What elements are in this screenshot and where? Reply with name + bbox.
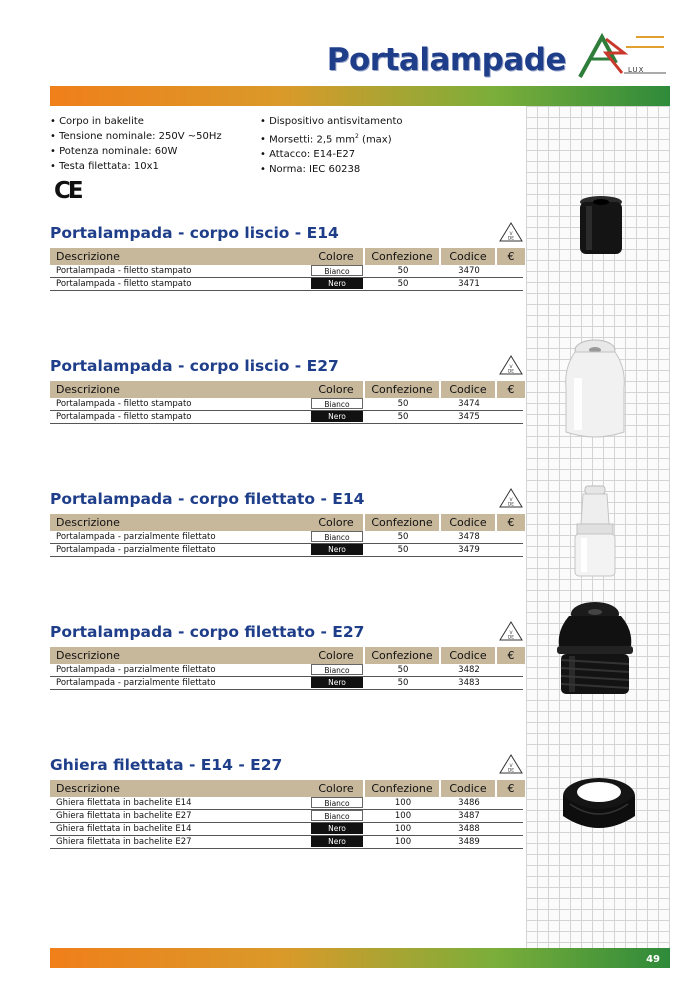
svg-text:V: V bbox=[509, 498, 513, 503]
cell-descrizione: Portalampada - filetto stampato bbox=[56, 412, 192, 422]
table-header bbox=[50, 780, 523, 797]
feature-column-right bbox=[260, 114, 520, 177]
section-title: Portalampada - corpo liscio - E14 bbox=[50, 224, 339, 242]
cell-colore bbox=[309, 797, 365, 810]
section-title: Portalampada - corpo filettato - E14 bbox=[50, 490, 365, 508]
cell-confezione: 50 bbox=[397, 412, 409, 422]
cell-euro bbox=[497, 664, 523, 677]
ce-mark-icon: CE bbox=[54, 178, 81, 204]
feature-item: • Testa filettata: 10x1 bbox=[50, 159, 260, 174]
header-confezione: Confezione bbox=[365, 248, 439, 265]
vde-mark-icon bbox=[499, 222, 523, 242]
cell-confezione: 100 bbox=[394, 837, 412, 847]
section-title: Ghiera filettata - E14 - E27 bbox=[50, 756, 283, 774]
cell-euro bbox=[497, 544, 523, 556]
logo-text: LUX bbox=[628, 66, 645, 74]
cell-confezione: 50 bbox=[397, 266, 409, 276]
feature-item: • Attacco: E14-E27 bbox=[260, 147, 520, 162]
color-swatch: Bianco bbox=[311, 664, 363, 675]
color-swatch: Nero bbox=[311, 544, 363, 555]
color-swatch: Bianco bbox=[311, 810, 363, 821]
cell-codice: 3471 bbox=[458, 279, 480, 289]
cell-colore bbox=[309, 531, 365, 544]
header-euro: € bbox=[497, 381, 525, 398]
section-title: Portalampada - corpo liscio - E27 bbox=[50, 357, 339, 375]
table-header bbox=[50, 248, 523, 265]
header-codice: Codice bbox=[441, 514, 495, 531]
cell-euro bbox=[497, 810, 523, 823]
cell-colore bbox=[309, 810, 365, 823]
header-confezione: Confezione bbox=[365, 647, 439, 664]
cell-colore bbox=[309, 398, 365, 411]
lampholder-e14-smooth-black-icon bbox=[576, 194, 626, 260]
table-row bbox=[50, 278, 523, 291]
product-section bbox=[50, 488, 523, 557]
morsetti-text: Morsetti: 2,5 mm bbox=[269, 134, 356, 146]
cell-colore bbox=[309, 265, 365, 278]
cell-confezione: 100 bbox=[394, 824, 412, 834]
cell-descrizione: Portalampada - parzialmente filettato bbox=[56, 545, 216, 555]
cell-colore bbox=[309, 664, 365, 677]
header-colore: Colore bbox=[309, 248, 363, 265]
svg-text:DE: DE bbox=[507, 369, 515, 375]
cell-euro bbox=[497, 398, 523, 411]
header-colore: Colore bbox=[309, 381, 363, 398]
cell-confezione: 50 bbox=[397, 665, 409, 675]
product-section bbox=[50, 754, 523, 849]
cell-descrizione: Portalampada - parzialmente filettato bbox=[56, 532, 216, 542]
feature-column-left bbox=[50, 114, 260, 177]
svg-text:DE: DE bbox=[507, 635, 515, 641]
cell-descrizione: Ghiera filettata in bachelite E14 bbox=[56, 798, 192, 808]
feature-item: • Tensione nominale: 250V ~50Hz bbox=[50, 129, 260, 144]
table-row bbox=[50, 664, 523, 677]
cell-codice: 3488 bbox=[458, 824, 480, 834]
header-codice: Codice bbox=[441, 647, 495, 664]
header-descrizione: Descrizione bbox=[50, 248, 309, 265]
cell-euro bbox=[497, 531, 523, 544]
color-swatch: Nero bbox=[311, 411, 363, 422]
cell-confezione: 50 bbox=[397, 545, 409, 555]
cell-descrizione: Portalampada - parzialmente filettato bbox=[56, 665, 216, 675]
table-row bbox=[50, 411, 523, 424]
cell-confezione: 50 bbox=[397, 399, 409, 409]
feature-item: • Potenza nominale: 60W bbox=[50, 144, 260, 159]
table-header bbox=[50, 514, 523, 531]
svg-text:DE: DE bbox=[507, 236, 515, 242]
table-row bbox=[50, 797, 523, 810]
table-row bbox=[50, 677, 523, 690]
cell-codice: 3482 bbox=[458, 665, 480, 675]
cell-colore bbox=[309, 823, 365, 835]
cell-codice: 3486 bbox=[458, 798, 480, 808]
header-euro: € bbox=[497, 514, 525, 531]
cell-colore bbox=[309, 411, 365, 423]
table-row bbox=[50, 531, 523, 544]
cell-codice: 3478 bbox=[458, 532, 480, 542]
table-row bbox=[50, 823, 523, 836]
cell-descrizione: Portalampada - filetto stampato bbox=[56, 266, 192, 276]
header-euro: € bbox=[497, 647, 525, 664]
feature-item: • Dispositivo antisvitamento bbox=[260, 114, 520, 129]
color-swatch: Nero bbox=[311, 823, 363, 834]
svg-text:V: V bbox=[509, 365, 513, 370]
cell-descrizione: Ghiera filettata in bachelite E27 bbox=[56, 811, 192, 821]
color-swatch: Bianco bbox=[311, 398, 363, 409]
vde-mark-icon bbox=[499, 355, 523, 375]
table-header bbox=[50, 381, 523, 398]
cell-euro bbox=[497, 677, 523, 689]
cell-confezione: 100 bbox=[394, 798, 412, 808]
header-euro: € bbox=[497, 248, 525, 265]
cell-euro bbox=[497, 797, 523, 810]
header-descrizione: Descrizione bbox=[50, 514, 309, 531]
table-row bbox=[50, 810, 523, 823]
cell-codice: 3474 bbox=[458, 399, 480, 409]
header-codice: Codice bbox=[441, 248, 495, 265]
cell-descrizione: Portalampada - filetto stampato bbox=[56, 399, 192, 409]
header-colore: Colore bbox=[309, 647, 363, 664]
color-swatch: Bianco bbox=[311, 265, 363, 276]
cell-colore bbox=[309, 278, 365, 290]
feature-item: • Norma: IEC 60238 bbox=[260, 162, 520, 177]
cell-colore bbox=[309, 836, 365, 848]
header-codice: Codice bbox=[441, 780, 495, 797]
header-descrizione: Descrizione bbox=[50, 780, 309, 797]
header-descrizione: Descrizione bbox=[50, 381, 309, 398]
cell-descrizione: Ghiera filettata in bachelite E27 bbox=[56, 837, 192, 847]
cell-codice: 3483 bbox=[458, 678, 480, 688]
page-number: 49 bbox=[646, 954, 660, 965]
bottom-band bbox=[50, 948, 670, 968]
arlux-logo-icon bbox=[576, 33, 668, 81]
feature-item-morsetti bbox=[260, 129, 520, 147]
morsetti-suffix: (max) bbox=[358, 134, 392, 146]
cell-confezione: 50 bbox=[397, 532, 409, 542]
cell-confezione: 50 bbox=[397, 279, 409, 289]
header-euro: € bbox=[497, 780, 525, 797]
section-title: Portalampada - corpo filettato - E27 bbox=[50, 623, 365, 641]
cell-descrizione: Portalampada - parzialmente filettato bbox=[56, 678, 216, 688]
vde-mark-icon bbox=[499, 488, 523, 508]
table-header bbox=[50, 647, 523, 664]
top-band bbox=[50, 86, 670, 106]
color-swatch: Bianco bbox=[311, 797, 363, 808]
cell-euro bbox=[497, 836, 523, 848]
table-row bbox=[50, 544, 523, 557]
cell-euro bbox=[497, 265, 523, 278]
cell-codice: 3479 bbox=[458, 545, 480, 555]
cell-euro bbox=[497, 823, 523, 835]
header-colore: Colore bbox=[309, 514, 363, 531]
vde-mark-icon bbox=[499, 621, 523, 641]
feature-item: • Corpo in bakelite bbox=[50, 114, 260, 129]
cell-colore bbox=[309, 677, 365, 689]
color-swatch: Bianco bbox=[311, 531, 363, 542]
cell-descrizione: Portalampada - filetto stampato bbox=[56, 279, 192, 289]
color-swatch: Nero bbox=[311, 278, 363, 289]
page-title: Portalampade bbox=[326, 42, 566, 78]
header-confezione: Confezione bbox=[365, 514, 439, 531]
table-row bbox=[50, 265, 523, 278]
header-confezione: Confezione bbox=[365, 381, 439, 398]
morsetti-sup: 2 bbox=[355, 133, 359, 140]
cell-codice: 3489 bbox=[458, 837, 480, 847]
header-codice: Codice bbox=[441, 381, 495, 398]
color-swatch: Nero bbox=[311, 677, 363, 688]
svg-text:V: V bbox=[509, 631, 513, 636]
svg-text:DE: DE bbox=[507, 502, 515, 508]
svg-text:DE: DE bbox=[507, 768, 515, 774]
header-descrizione: Descrizione bbox=[50, 647, 309, 664]
product-section bbox=[50, 621, 523, 690]
cell-codice: 3470 bbox=[458, 266, 480, 276]
cell-codice: 3475 bbox=[458, 412, 480, 422]
cell-euro bbox=[497, 278, 523, 290]
lampholder-e14-threaded-white-icon bbox=[569, 484, 621, 584]
cell-confezione: 100 bbox=[394, 811, 412, 821]
lampholder-e27-smooth-white-icon bbox=[560, 338, 630, 442]
cell-descrizione: Ghiera filettata in bachelite E14 bbox=[56, 824, 192, 834]
lampholder-e27-threaded-black-icon bbox=[555, 600, 635, 702]
header-confezione: Confezione bbox=[365, 780, 439, 797]
svg-text:V: V bbox=[509, 232, 513, 237]
color-swatch: Nero bbox=[311, 836, 363, 847]
product-section bbox=[50, 222, 523, 291]
threaded-ring-black-icon bbox=[560, 770, 638, 840]
cell-euro bbox=[497, 411, 523, 423]
cell-colore bbox=[309, 544, 365, 556]
svg-text:V: V bbox=[509, 764, 513, 769]
header-colore: Colore bbox=[309, 780, 363, 797]
vde-mark-icon bbox=[499, 754, 523, 774]
cell-codice: 3487 bbox=[458, 811, 480, 821]
table-row bbox=[50, 836, 523, 849]
product-section bbox=[50, 355, 523, 424]
table-row bbox=[50, 398, 523, 411]
feature-list bbox=[50, 114, 520, 177]
cell-confezione: 50 bbox=[397, 678, 409, 688]
